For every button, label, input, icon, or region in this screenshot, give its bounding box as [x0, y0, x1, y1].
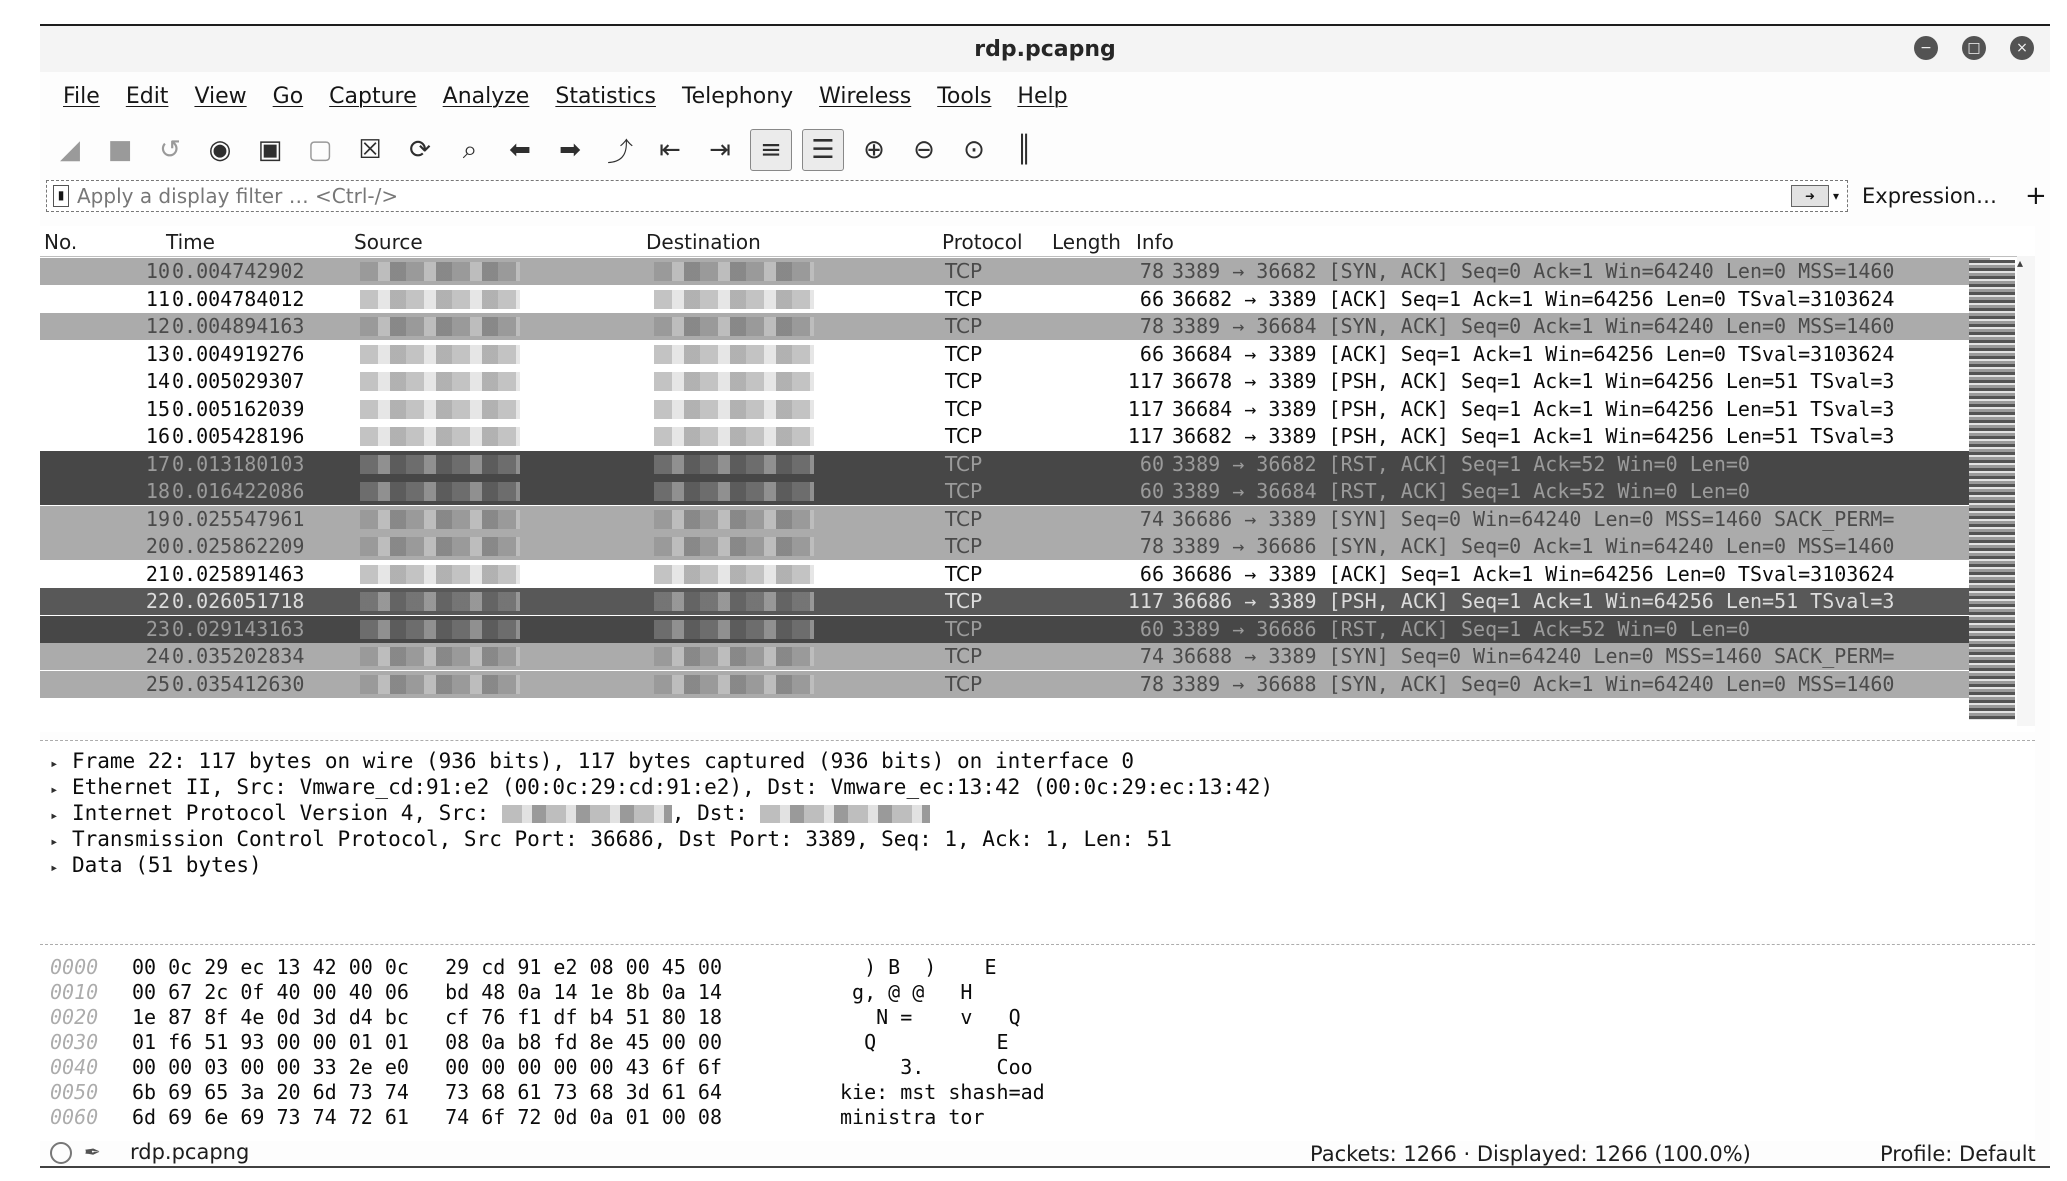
- packet-info: 36682 → 3389 [PSH, ACK] Seq=1 Ack=1 Win=64256 Len=51 TSval=3: [1172, 424, 1895, 448]
- title-bar: [40, 26, 2050, 72]
- hex-offset: 0010: [50, 980, 99, 1004]
- expand-arrow-icon[interactable]: ▸: [50, 808, 59, 824]
- normal-size-icon[interactable]: ⊙: [963, 135, 985, 165]
- packet-list-scrollbar[interactable]: [2017, 256, 2035, 726]
- status-filename: rdp.pcapng: [130, 1140, 250, 1164]
- blur-mask: [360, 510, 520, 529]
- colorize-icon[interactable]: ☰: [802, 129, 844, 171]
- packet-length: 60: [1139, 479, 1164, 503]
- packet-no: 24: [145, 644, 170, 668]
- menu-analyze[interactable]: Analyze: [442, 83, 530, 109]
- column-time[interactable]: Time: [166, 230, 215, 254]
- menu-tools[interactable]: Tools: [937, 83, 992, 109]
- blur-mask: [654, 647, 814, 666]
- zoom-out-icon[interactable]: ⊖: [913, 135, 935, 165]
- packet-info: 3389 → 36688 [SYN, ACK] Seq=0 Ack=1 Win=64240 Len=0 MSS=1460: [1172, 671, 1895, 696]
- packet-row[interactable]: [40, 616, 1990, 643]
- packet-info: 36686 → 3389 [ACK] Seq=1 Ack=1 Win=64256 Len=0 TSval=3103624: [1172, 561, 1895, 586]
- packet-protocol: TCP: [945, 286, 983, 311]
- redacted-source: [360, 313, 520, 340]
- menu-bar: [50, 74, 1081, 118]
- packet-time: 0.035202834: [172, 644, 305, 668]
- hex-ascii: kie: mst shash=ad: [840, 1080, 1045, 1104]
- packet-protocol: TCP: [945, 341, 983, 366]
- packet-protocol: TCP: [945, 451, 983, 476]
- packet-no: 20: [145, 534, 170, 558]
- packet-no: 12: [145, 314, 170, 338]
- menu-wireless[interactable]: Wireless: [819, 83, 912, 109]
- redacted-destination: [654, 588, 814, 615]
- go-forward-icon[interactable]: ➡: [559, 135, 581, 165]
- blur-mask: [360, 592, 520, 611]
- redacted-source: [360, 423, 520, 450]
- packet-info: 36686 → 3389 [SYN] Seq=0 Win=64240 Len=0 MSS=1460 SACK_PERM=: [1172, 506, 1895, 531]
- packet-protocol: TCP: [945, 534, 983, 558]
- redacted-destination: [654, 313, 814, 340]
- packet-length: 117: [1127, 589, 1164, 613]
- packet-protocol: TCP: [945, 644, 983, 668]
- packet-no: 11: [145, 286, 170, 311]
- redacted-destination: [654, 533, 814, 560]
- save-file-icon[interactable]: ▢: [307, 135, 333, 165]
- expand-arrow-icon[interactable]: ▸: [50, 782, 59, 798]
- go-back-icon[interactable]: ⬅: [509, 135, 531, 165]
- hex-offset: 0060: [50, 1105, 99, 1129]
- filter-bookmark-icon[interactable]: ▮: [53, 185, 69, 207]
- blur-mask: [654, 482, 814, 501]
- redacted-source: [360, 671, 520, 698]
- packet-protocol: TCP: [945, 259, 983, 283]
- redacted-destination: [654, 286, 814, 313]
- packet-protocol: TCP: [945, 479, 983, 503]
- apply-filter-arrow-icon[interactable]: ➜: [1791, 185, 1829, 207]
- redacted-source: [360, 396, 520, 423]
- main-toolbar: [50, 122, 1054, 178]
- packet-time: 0.004784012: [172, 286, 305, 311]
- packet-no: 25: [145, 671, 170, 696]
- packet-length: 74: [1139, 506, 1164, 531]
- packet-info: 3389 → 36682 [SYN, ACK] Seq=0 Ack=1 Win=64240 Len=0 MSS=1460: [1172, 259, 1895, 283]
- blur-mask: [360, 345, 520, 364]
- packet-length: 78: [1139, 534, 1164, 558]
- redacted-source: [360, 533, 520, 560]
- menu-file[interactable]: File: [63, 83, 100, 109]
- packet-length: 66: [1139, 341, 1164, 366]
- detail-ethernet[interactable]: ▸ Ethernet II, Src: Vmware_cd:91:e2 (00:0c:29:cd:91:e2), Dst: Vmware_ec:13:42 (00:0c:29:ec:13:42): [50, 775, 1274, 799]
- packet-row[interactable]: [40, 671, 1990, 698]
- expert-info-icon[interactable]: [50, 1142, 72, 1164]
- packet-info: 3389 → 36684 [RST, ACK] Seq=1 Ack=52 Win=0 Len=0: [1172, 479, 1750, 503]
- redacted-src-ip: [502, 805, 672, 823]
- packet-row[interactable]: [40, 313, 1990, 340]
- blur-mask: [654, 537, 814, 556]
- redacted-destination: [654, 258, 814, 285]
- packet-protocol: TCP: [945, 314, 983, 338]
- blur-mask: [360, 290, 520, 309]
- hex-bytes: 00 00 03 00 00 33 2e e0 00 00 00 00 00 43 6f 6f: [132, 1055, 723, 1079]
- blur-mask: [360, 455, 520, 474]
- wireshark-window: [40, 24, 2050, 1168]
- last-packet-icon[interactable]: ⇥: [709, 135, 731, 165]
- redacted-destination: [654, 423, 814, 450]
- blur-mask: [654, 262, 814, 281]
- packet-no: 10: [145, 259, 170, 283]
- packet-time: 0.016422086: [172, 479, 305, 503]
- packet-minimap[interactable]: [1969, 260, 2015, 720]
- close-file-icon[interactable]: ☒: [358, 135, 382, 165]
- packet-no: 18: [145, 479, 170, 503]
- hex-offset: 0040: [50, 1055, 99, 1079]
- redacted-source: [360, 561, 520, 588]
- column-source[interactable]: Source: [354, 230, 423, 254]
- hex-bytes: 01 f6 51 93 00 00 01 01 08 0a b8 fd 8e 45 00 00: [132, 1030, 723, 1054]
- status-profile[interactable]: Profile: Default: [1880, 1142, 2036, 1166]
- blur-mask: [654, 290, 814, 309]
- packet-protocol: TCP: [945, 561, 983, 586]
- redacted-destination: [654, 396, 814, 423]
- shark-fin-start-icon[interactable]: ◢: [60, 135, 80, 165]
- packet-row[interactable]: [40, 286, 1990, 313]
- blur-mask: [360, 537, 520, 556]
- menu-help[interactable]: Help: [1017, 83, 1068, 109]
- packet-length: 66: [1139, 286, 1164, 311]
- first-packet-icon[interactable]: ⇤: [659, 135, 681, 165]
- packet-length: 117: [1127, 369, 1164, 393]
- packet-length: 117: [1127, 424, 1164, 448]
- packet-time: 0.005162039: [172, 396, 305, 421]
- blur-mask: [654, 565, 814, 584]
- open-file-icon[interactable]: ▣: [257, 135, 283, 165]
- status-bar: [40, 1142, 2050, 1166]
- packet-row[interactable]: [40, 478, 1990, 505]
- packet-protocol: TCP: [945, 506, 983, 531]
- packet-info: 36686 → 3389 [PSH, ACK] Seq=1 Ack=1 Win=64256 Len=51 TSval=3: [1172, 589, 1895, 613]
- blur-mask: [654, 345, 814, 364]
- packet-info: 36678 → 3389 [PSH, ACK] Seq=1 Ack=1 Win=64256 Len=51 TSval=3: [1172, 369, 1895, 393]
- packet-list-header: [40, 226, 2035, 257]
- blur-mask: [654, 317, 814, 336]
- filter-dropdown-icon[interactable]: ▾: [1832, 189, 1839, 203]
- hex-bytes: 1e 87 8f 4e 0d 3d d4 bc cf 76 f1 df b4 51 80 18: [132, 1005, 723, 1029]
- packet-row[interactable]: [40, 258, 1990, 285]
- packet-no: 19: [145, 506, 170, 531]
- blur-mask: [654, 620, 814, 639]
- packet-protocol: TCP: [945, 424, 983, 448]
- blur-mask: [654, 510, 814, 529]
- packet-no: 21: [145, 561, 170, 586]
- packet-no: 16: [145, 424, 170, 448]
- packet-time: 0.035412630: [172, 671, 305, 696]
- reload-icon[interactable]: ⟳: [409, 135, 431, 165]
- packet-row[interactable]: [40, 451, 1990, 478]
- hex-bytes: 6b 69 65 3a 20 6d 73 74 73 68 61 73 68 3d 61 64: [132, 1080, 723, 1104]
- redacted-destination: [654, 671, 814, 698]
- filter-input-wrap: [46, 180, 1848, 212]
- expand-arrow-icon[interactable]: ▸: [50, 860, 59, 876]
- hex-ascii: ministra tor: [840, 1105, 985, 1129]
- packet-row[interactable]: [40, 533, 1990, 560]
- capture-options-gear-icon[interactable]: ◉: [208, 135, 232, 165]
- blur-mask: [654, 455, 814, 474]
- column-no[interactable]: No.: [44, 230, 78, 254]
- redacted-destination: [654, 341, 814, 368]
- menu-go[interactable]: Go: [272, 83, 304, 109]
- packet-protocol: TCP: [945, 369, 983, 393]
- autoscroll-icon[interactable]: ≡: [750, 129, 792, 171]
- packet-protocol: TCP: [945, 396, 983, 421]
- blur-mask: [654, 400, 814, 419]
- packet-protocol: TCP: [945, 616, 983, 641]
- packet-length: 60: [1139, 451, 1164, 476]
- packet-info: 3389 → 36686 [SYN, ACK] Seq=0 Ack=1 Win=64240 Len=0 MSS=1460: [1172, 534, 1895, 558]
- menu-view[interactable]: View: [194, 83, 247, 109]
- redacted-source: [360, 643, 520, 670]
- column-destination[interactable]: Destination: [646, 230, 761, 254]
- blur-mask: [360, 482, 520, 501]
- blur-mask: [360, 262, 520, 281]
- packet-length: 74: [1139, 644, 1164, 668]
- redacted-destination: [654, 478, 814, 505]
- redacted-source: [360, 588, 520, 615]
- packet-time: 0.004894163: [172, 314, 305, 338]
- packet-length: 78: [1139, 671, 1164, 696]
- redacted-dst-ip: [760, 805, 930, 823]
- redacted-source: [360, 616, 520, 643]
- blur-mask: [360, 675, 520, 694]
- capture-comment-icon[interactable]: ✒: [84, 1140, 101, 1164]
- packet-length: 78: [1139, 314, 1164, 338]
- packet-no: 22: [145, 589, 170, 613]
- redacted-destination: [654, 368, 814, 395]
- detail-data[interactable]: ▸ Data (51 bytes): [50, 853, 262, 877]
- hex-ascii: 3. Coo: [840, 1055, 1033, 1079]
- redacted-source: [360, 286, 520, 313]
- blur-mask: [360, 565, 520, 584]
- redacted-destination: [654, 643, 814, 670]
- status-packet-count: Packets: 1266 · Displayed: 1266 (100.0%): [1310, 1142, 1751, 1166]
- hex-bytes: 00 0c 29 ec 13 42 00 0c 29 cd 91 e2 08 00 45 00: [132, 955, 723, 979]
- redacted-destination: [654, 451, 814, 478]
- packet-row[interactable]: [40, 423, 1990, 450]
- detail-ipv4[interactable]: ▸ Internet Protocol Version 4, Src: , Dst:: [50, 801, 930, 825]
- redacted-destination: [654, 616, 814, 643]
- redacted-source: [360, 478, 520, 505]
- packet-info: 3389 → 36686 [RST, ACK] Seq=1 Ack=52 Win=0 Len=0: [1172, 616, 1750, 641]
- packet-no: 23: [145, 616, 170, 641]
- blur-mask: [360, 647, 520, 666]
- packet-info: 3389 → 36684 [SYN, ACK] Seq=0 Ack=1 Win=64240 Len=0 MSS=1460: [1172, 314, 1895, 338]
- go-to-packet-icon[interactable]: ⤴: [606, 137, 633, 168]
- packet-no: 13: [145, 341, 170, 366]
- packet-length: 78: [1139, 259, 1164, 283]
- hex-bytes: 6d 69 6e 69 73 74 72 61 74 6f 72 0d 0a 01 00 08: [132, 1105, 723, 1129]
- detail-frame[interactable]: ▸ Frame 22: 117 bytes on wire (936 bits), 117 bytes captured (936 bits) on interface 0: [50, 749, 1135, 773]
- minimize-icon[interactable]: −: [1914, 36, 1938, 60]
- blur-mask: [654, 592, 814, 611]
- packet-row[interactable]: [40, 368, 1990, 395]
- menu-statistics[interactable]: Statistics: [555, 83, 656, 109]
- blur-mask: [654, 427, 814, 446]
- packet-length: 66: [1139, 561, 1164, 586]
- redacted-destination: [654, 561, 814, 588]
- packet-time: 0.004742902: [172, 259, 305, 283]
- packet-time: 0.025547961: [172, 506, 305, 531]
- blur-mask: [360, 400, 520, 419]
- packet-protocol: TCP: [945, 589, 983, 613]
- packet-bytes: [40, 944, 2035, 1141]
- add-filter-button[interactable]: +: [2025, 181, 2047, 211]
- redacted-source: [360, 341, 520, 368]
- blur-mask: [360, 427, 520, 446]
- window-controls: [1914, 36, 2034, 60]
- expression-button[interactable]: Expression…: [1862, 184, 1997, 208]
- window-title: rdp.pcapng: [974, 36, 1116, 62]
- packet-time: 0.025862209: [172, 534, 305, 558]
- packet-row[interactable]: [40, 396, 1990, 423]
- redacted-source: [360, 258, 520, 285]
- redacted-source: [360, 506, 520, 533]
- hex-ascii: N = v Q: [840, 1005, 1021, 1029]
- packet-time: 0.029143163: [172, 616, 305, 641]
- display-filter-bar: [46, 178, 2047, 214]
- blur-mask: [654, 675, 814, 694]
- packet-info: 36688 → 3389 [SYN] Seq=0 Win=64240 Len=0 MSS=1460 SACK_PERM=: [1172, 644, 1895, 668]
- blur-mask: [654, 372, 814, 391]
- maximize-icon[interactable]: □: [1962, 36, 1986, 60]
- column-protocol[interactable]: Protocol: [942, 230, 1023, 254]
- blur-mask: [360, 372, 520, 391]
- packet-info: 36682 → 3389 [ACK] Seq=1 Ack=1 Win=64256 Len=0 TSval=3103624: [1172, 286, 1895, 311]
- packet-row[interactable]: [40, 341, 1990, 368]
- blur-mask: [360, 317, 520, 336]
- hex-offset: 0000: [50, 955, 99, 979]
- packet-row[interactable]: [40, 561, 1990, 588]
- hex-ascii: g, @ @ H: [840, 980, 973, 1004]
- menu-telephony[interactable]: Telephony: [681, 83, 794, 109]
- display-filter-input[interactable]: [75, 183, 1791, 209]
- zoom-in-icon[interactable]: ⊕: [863, 135, 885, 165]
- hex-offset: 0050: [50, 1080, 99, 1104]
- packet-list: [40, 226, 2035, 732]
- scroll-up-icon[interactable]: ▴: [2017, 256, 2024, 270]
- packet-row[interactable]: [40, 643, 1990, 670]
- close-icon[interactable]: ×: [2010, 36, 2034, 60]
- packet-no: 14: [145, 369, 170, 393]
- hex-ascii: ) B ) E: [840, 955, 997, 979]
- resize-columns-icon[interactable]: ║: [1016, 135, 1032, 165]
- packet-time: 0.004919276: [172, 341, 305, 366]
- packet-info: 3389 → 36682 [RST, ACK] Seq=1 Ack=52 Win=0 Len=0: [1172, 451, 1750, 476]
- column-length[interactable]: Length: [1052, 230, 1121, 254]
- packet-time: 0.026051718: [172, 589, 305, 613]
- hex-offset: 0030: [50, 1030, 99, 1054]
- packet-time: 0.005029307: [172, 369, 305, 393]
- expand-arrow-icon[interactable]: ▸: [50, 834, 59, 850]
- redacted-source: [360, 368, 520, 395]
- redacted-source: [360, 451, 520, 478]
- expand-arrow-icon[interactable]: ▸: [50, 756, 59, 772]
- packet-length: 117: [1127, 396, 1164, 421]
- hex-offset: 0020: [50, 1005, 99, 1029]
- stop-square-icon[interactable]: ■: [107, 135, 133, 165]
- redacted-destination: [654, 506, 814, 533]
- restart-fin-icon[interactable]: ↺: [159, 135, 181, 165]
- find-icon[interactable]: ⌕: [462, 134, 478, 165]
- packet-time: 0.025891463: [172, 561, 305, 586]
- packet-info: 36684 → 3389 [PSH, ACK] Seq=1 Ack=1 Win=64256 Len=51 TSval=3: [1172, 396, 1895, 421]
- packet-length: 60: [1139, 616, 1164, 641]
- packet-details: [40, 740, 2035, 941]
- column-info[interactable]: Info: [1136, 230, 1174, 254]
- packet-time: 0.005428196: [172, 424, 305, 448]
- hex-bytes: 00 67 2c 0f 40 00 40 06 bd 48 0a 14 1e 8b 0a 14: [132, 980, 723, 1004]
- packet-info: 36684 → 3389 [ACK] Seq=1 Ack=1 Win=64256 Len=0 TSval=3103624: [1172, 341, 1895, 366]
- packet-row[interactable]: [40, 588, 1990, 615]
- packet-row[interactable]: [40, 506, 1990, 533]
- menu-capture[interactable]: Capture: [329, 83, 417, 109]
- blur-mask: [360, 620, 520, 639]
- packet-protocol: TCP: [945, 671, 983, 696]
- packet-time: 0.013180103: [172, 451, 305, 476]
- hex-ascii: Q E: [840, 1030, 1009, 1054]
- detail-tcp[interactable]: ▸ Transmission Control Protocol, Src Port: 36686, Dst Port: 3389, Seq: 1, Ack: 1, Len: 51: [50, 827, 1172, 851]
- menu-edit[interactable]: Edit: [125, 83, 169, 109]
- packet-no: 17: [145, 451, 170, 476]
- packet-no: 15: [145, 396, 170, 421]
